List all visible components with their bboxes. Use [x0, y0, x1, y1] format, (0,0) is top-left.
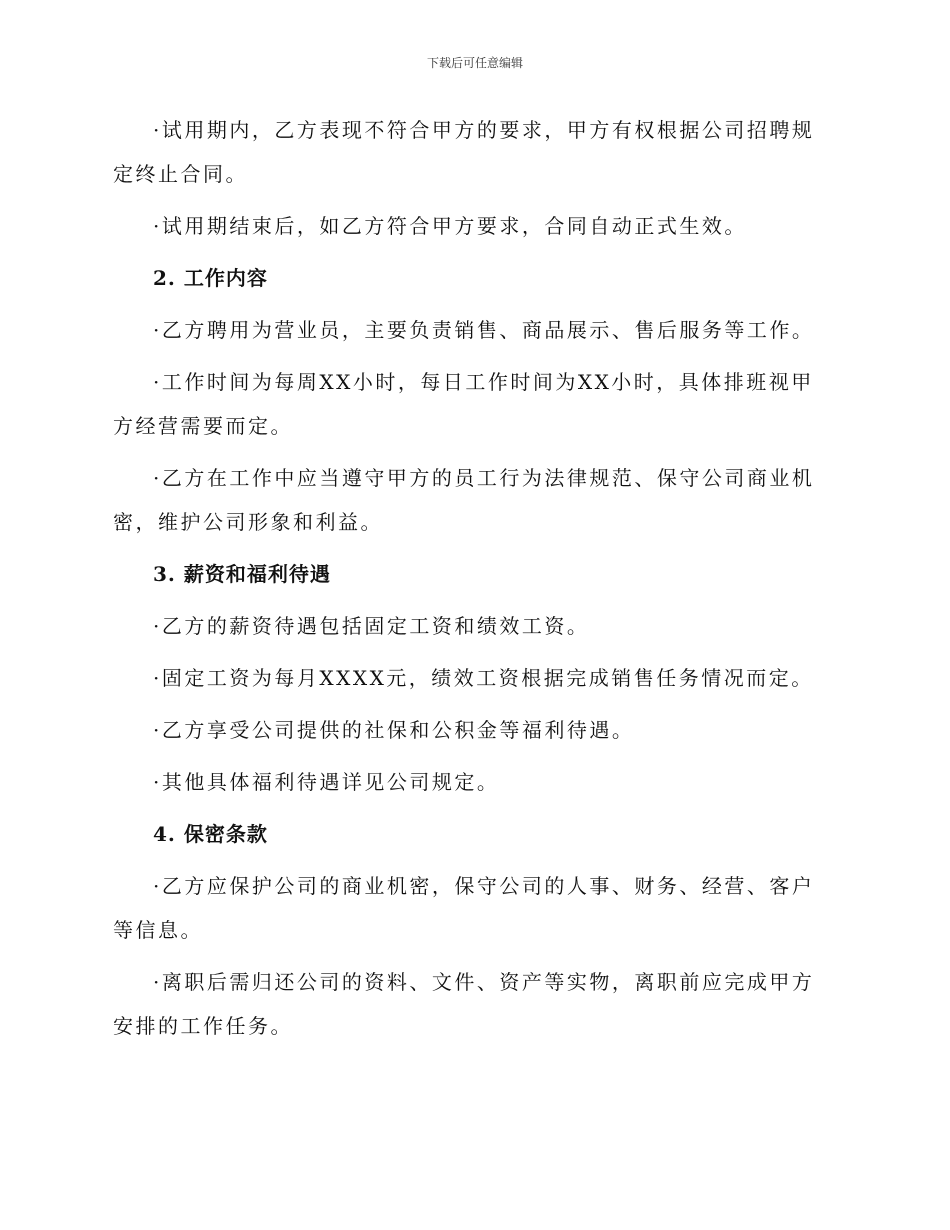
paragraph: ·其他具体福利待遇详见公司规定。	[153, 770, 500, 794]
paragraph: ·试用期内，乙方表现不符合甲方的要求，甲方有权根据公司招聘规定终止合同。	[113, 118, 815, 186]
paragraph: ·离职后需归还公司的资料、文件、资产等实物，离职前应完成甲方安排的工作任务。	[113, 970, 815, 1038]
section-heading: 4. 保密条款	[153, 822, 268, 846]
paragraph: ·乙方聘用为营业员，主要负责销售、商品展示、售后服务等工作。	[153, 318, 815, 342]
paragraph: ·工作时间为每周XX小时，每日工作时间为XX小时，具体排班视甲方经营需要而定。	[113, 370, 814, 438]
paragraph: ·乙方的薪资待遇包括固定工资和绩效工资。	[153, 614, 590, 638]
header-note: 下载后可任意编辑	[426, 56, 523, 70]
paragraph: ·乙方享受公司提供的社保和公积金等福利待遇。	[153, 718, 635, 742]
section-heading: 3. 薪资和福利待遇	[153, 562, 331, 586]
document-body	[113, 108, 833, 1056]
paragraph: ·试用期结束后，如乙方符合甲方要求，合同自动正式生效。	[153, 214, 747, 238]
paragraph: ·固定工资为每月XXXX元，绩效工资根据完成销售任务情况而定。	[153, 666, 814, 690]
paragraph: ·乙方在工作中应当遵守甲方的员工行为法律规范、保守公司商业机密，维护公司形象和利益。	[113, 466, 815, 534]
section-heading: 2. 工作内容	[153, 266, 268, 290]
paragraph: ·乙方应保护公司的商业机密，保守公司的人事、财务、经营、客户等信息。	[113, 874, 815, 942]
